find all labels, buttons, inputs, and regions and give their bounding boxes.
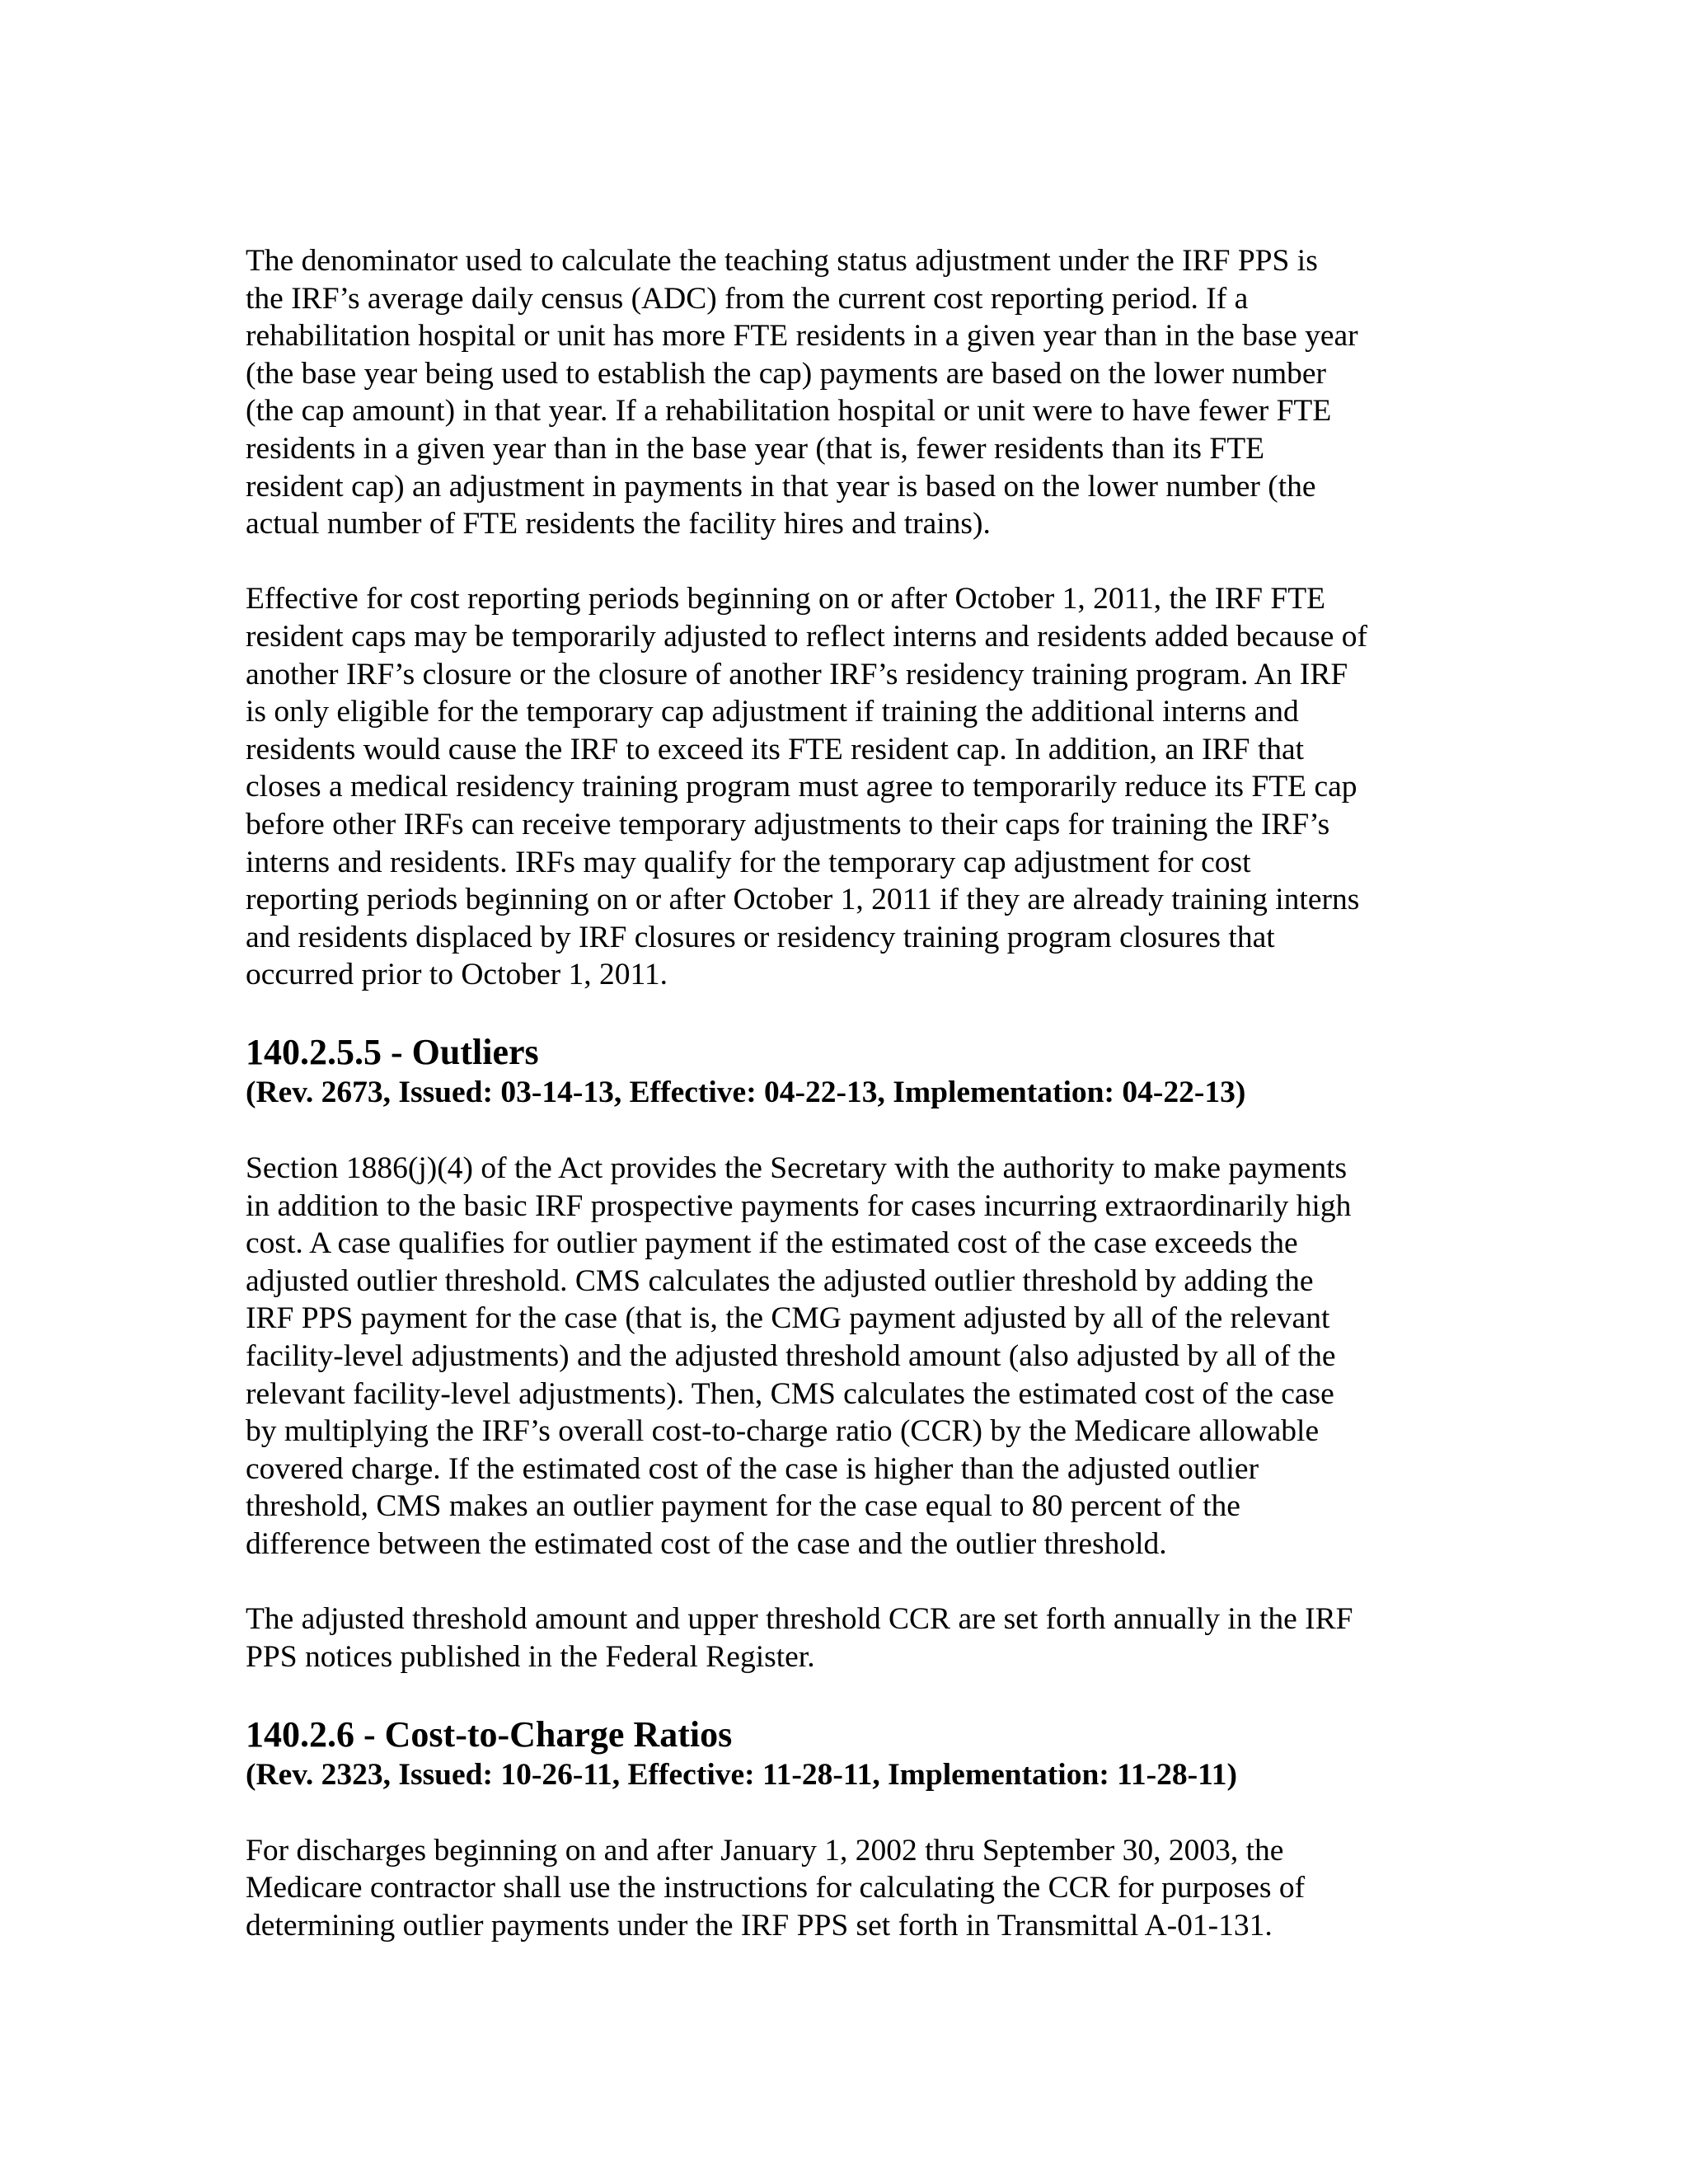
section-title-ccr: 140.2.6 - Cost-to-Charge Ratios <box>246 1713 733 1755</box>
paragraph-gap <box>246 1112 1465 1150</box>
paragraph-gap <box>246 1563 1465 1601</box>
paragraph-teaching-denominator: The denominator used to calculate the teaching status adjustment under the IRF PPS is the IRF’s average daily census (ADC) from the current cost reporting period. If a rehabilitation hospital or unit has more FTE residents in a given year than in the base year (the base year being used to establish the cap) payments are based on the lower number (the cap amount) in that year. If a rehabilitation hospital or unit were to have fewer FTE residents in a given year than in the base year (that is, fewer residents than its FTE resident cap) an adjustment in payments in that year is based on the lower number (the actual number of FTE residents the facility hires and trains). <box>246 244 1358 541</box>
paragraph-temporary-cap-adjustment: Effective for cost reporting periods beginning on or after October 1, 2011, the IRF FTE resident caps may be temporarily adjusted to reflect interns and residents added because of another IRF’s closure or the closure of another IRF’s residency training program. An IRF is only eligible for the temporary cap adjustment if training the additional interns and residents would cause the IRF to exceed its FTE resident cap. In addition, an IRF that closes a medical residency training program must agree to temporarily reduce its FTE cap before other IRFs can receive temporary adjustments to their caps for training the IRF’s interns and residents. IRFs may qualify for the temporary cap adjustment for cost reporting periods beginning on or after October 1, 2011 if they are already training interns and residents displaced by IRF closures or residency training program closures that occurred prior to October 1, 2011. <box>246 582 1367 992</box>
paragraph-ccr-discharges: For discharges beginning on and after January 1, 2002 thru September 30, 2003, the Medicare contractor shall use the instructions for calculating the CCR for purposes of determining outlier payments under the IRF PPS set forth in Transmittal A-01-131. <box>246 1833 1306 1943</box>
section-revision-ccr: (Rev. 2323, Issued: 10-26-11, Effective: 11-28-11, Implementation: 11-28-11) <box>246 1757 1238 1792</box>
paragraph-threshold-federal-register: The adjusted threshold amount and upper threshold CCR are set forth annually in the IRF PPS notices published in the Federal Register. <box>246 1602 1353 1674</box>
document-page <box>246 242 1465 1944</box>
paragraph-gap <box>246 543 1465 581</box>
section-title-outliers: 140.2.5.5 - Outliers <box>246 1032 539 1073</box>
paragraph-gap <box>246 1794 1465 1832</box>
paragraph-gap <box>246 1675 1465 1713</box>
section-revision-outliers: (Rev. 2673, Issued: 03-14-13, Effective: 04-22-13, Implementation: 04-22-13) <box>246 1076 1246 1110</box>
section-outliers <box>246 1031 1465 1675</box>
paragraph-outlier-payments: Section 1886(j)(4) of the Act provides the Secretary with the authority to make payments in addition to the basic IRF prospective payments for cases incurring extraordinarily high cost. A case qualifies for outlier payment if the estimated cost of the case exceeds the adjusted outlier threshold. CMS calculates the adjusted outlier threshold by adding the IRF PPS payment for the case (that is, the CMG payment adjusted by all of the relevant facility-level adjustments) and the adjusted threshold amount (also adjusted by all of the relevant facility-level adjustments). Then, CMS calculates the estimated cost of the case by multiplying the IRF’s overall cost-to-charge ratio (CCR) by the Medicare allowable covered charge. If the estimated cost of the case is higher than the adjusted outlier threshold, CMS makes an outlier payment for the case equal to 80 percent of the difference between the estimated cost of the case and the outlier threshold. <box>246 1151 1352 1561</box>
section-cost-to-charge-ratios <box>246 1713 1465 1944</box>
paragraph-gap <box>246 994 1465 1032</box>
